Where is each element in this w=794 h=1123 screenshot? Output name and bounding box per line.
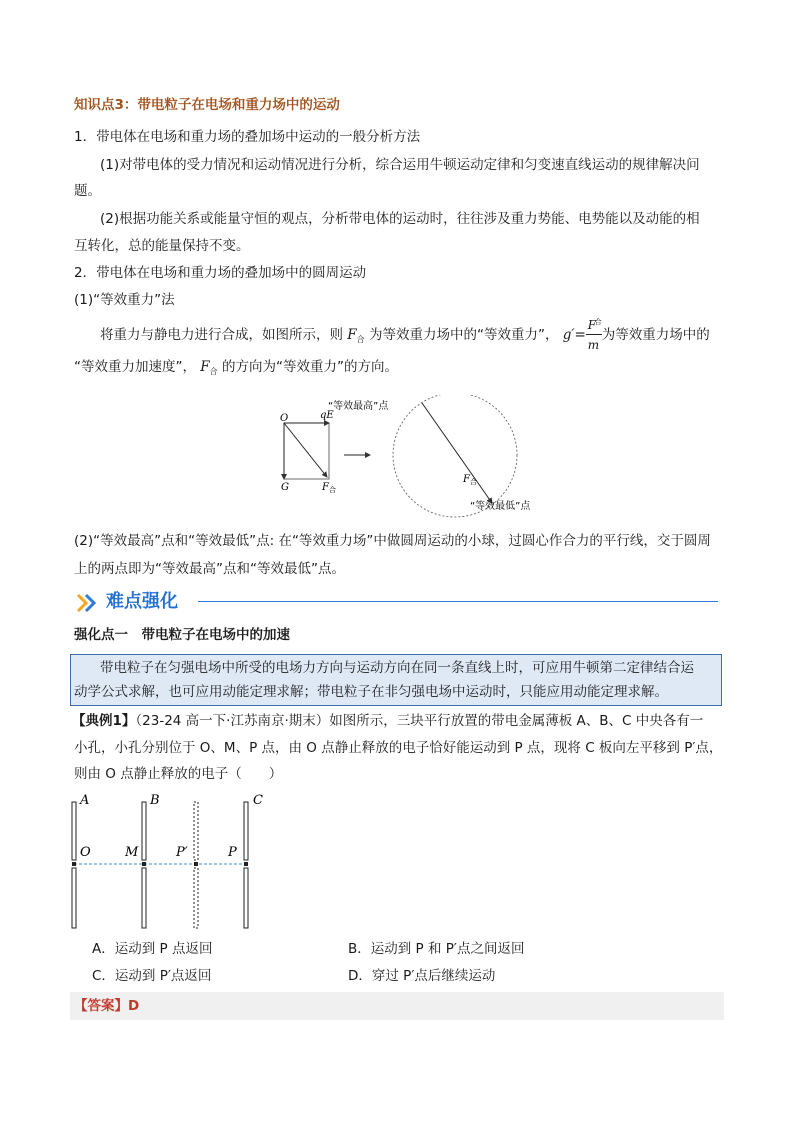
label-F: F (322, 482, 329, 493)
label-O: O (80, 845, 91, 860)
fraction (586, 318, 602, 352)
example-text-1: （23-24 高一下·江苏南京·期末）如图所示，三块平行放置的带电金属薄板 A、B、C 中央各有一 (135, 713, 704, 729)
hole-M (142, 862, 146, 866)
formula-text-5: 的方向为“等效重力”的方向。 (221, 359, 398, 375)
option-a[interactable]: A．运动到 P 点返回 (92, 941, 213, 957)
symbol-he-2: 合 (209, 367, 218, 376)
F-he-arrow (284, 423, 327, 477)
metal-plates-figure (60, 788, 280, 933)
option-c[interactable]: C．运动到 P′点返回 (92, 968, 212, 984)
label-lowest: “等效最低”点 (470, 501, 531, 512)
answer-box (70, 992, 724, 1020)
example-1-line-2: 小孔，小孔分别位于 O、M、P 点，由 O 点静止释放的电子恰好能运动到 P 点，现将 C 板向左平移到 P′点， (74, 740, 723, 756)
label-B: B (150, 793, 160, 808)
tip-box (70, 654, 722, 706)
hole-P (244, 862, 248, 866)
section-header (76, 590, 724, 616)
label-A: A (80, 793, 90, 808)
section-2-1-title: (1)“等效重力”法 (74, 292, 175, 308)
equivalent-gravity-figure (270, 395, 560, 520)
example-tag: 【典例1】 (72, 713, 136, 729)
section-title: 难点强化 (106, 591, 178, 612)
double-chevron-icon (76, 593, 100, 613)
para-1-line-a: (1)对带电体的受力情况和运动情况进行分析，综合运用牛顿运动定律和匀变速直线运动的规律解决问 (100, 157, 700, 173)
equivalent-gravity-arrow (422, 403, 492, 503)
tip-line-b: 动学公式求解，也可应用动能定理求解；带电粒子在非匀强电场中运动时，只能应用动能定理求解。 (74, 684, 668, 700)
symbol-he: 合 (356, 335, 365, 344)
strengthen-point-1-title: 强化点一 带电粒子在电场中的加速 (74, 627, 290, 643)
answer-text: 【答案】D (74, 998, 140, 1014)
label-he-circle: 合 (470, 478, 477, 486)
hole-P-prime (194, 862, 198, 866)
formula-text-4: “等效重力加速度”， (74, 359, 196, 375)
option-d[interactable]: D．穿过 P′点后继续运动 (348, 968, 496, 984)
circular-path (393, 395, 517, 517)
example-1-line-3: 则由 O 点静止释放的电子（ ） (74, 766, 283, 782)
option-b[interactable]: B．运动到 P 和 P′点之间返回 (348, 941, 525, 957)
fraction-numerator-sub: 合 (594, 318, 602, 326)
symbol-F-2: F (200, 359, 210, 375)
formula-text-1: 将重力与静电力进行合成，如图所示，则 (100, 327, 343, 343)
section-rule (198, 601, 718, 602)
label-P: P (228, 845, 237, 860)
label-he: 合 (329, 486, 336, 494)
label-G: G (281, 482, 289, 493)
para-2-line-b: 互转化，总的能量保持不变。 (74, 238, 250, 254)
para-2-line-a: (2)根据功能关系或能量守恒的观点，分析带电体的运动时，往往涉及重力势能、电势能以及动能的相 (100, 211, 700, 227)
label-F-circle: F (463, 474, 470, 485)
knowledge-point-3-title: 知识点3：带电粒子在电场和重力场中的运动 (74, 97, 340, 113)
label-C: C (253, 793, 263, 808)
symbol-g: g′= (562, 327, 586, 343)
symbol-F: F (347, 327, 357, 343)
formula-line-a (100, 318, 730, 352)
para-1-line-b: 题。 (74, 183, 101, 199)
example-1-line-1 (72, 711, 722, 731)
label-P-prime: P′ (176, 845, 188, 860)
label-M: M (125, 845, 139, 860)
label-highest: “等效最高”点 (328, 401, 389, 412)
section-2-2-line-b: 上的两点即为“等效最高”点和“等效最低”点。 (74, 561, 345, 577)
formula-line-b (74, 357, 724, 382)
fraction-denominator: m (587, 338, 600, 352)
fraction-numerator: F (587, 318, 597, 332)
label-O: O (280, 413, 289, 424)
section-2-2-line-a: (2)“等效最高”点和“等效最低”点: 在“等效重力场”中做圆周运动的小球，过圆心作合力的平行线，交于圆周 (74, 533, 711, 549)
formula-text-2: 为等效重力场中的“等效重力”， (368, 327, 559, 343)
formula-text-3: 为等效重力场中的 (601, 327, 710, 343)
label-qE: qE (320, 410, 334, 421)
hole-O (72, 862, 76, 866)
tip-line-a: 带电粒子在匀强电场中所受的电场力方向与运动方向在同一条直线上时，可应用牛顿第二定律结合运 (100, 660, 694, 676)
section-1-title: 1．带电体在电场和重力场的叠加场中运动的一般分析方法 (74, 129, 421, 145)
section-2-title: 2．带电体在电场和重力场的叠加场中的圆周运动 (74, 265, 367, 281)
